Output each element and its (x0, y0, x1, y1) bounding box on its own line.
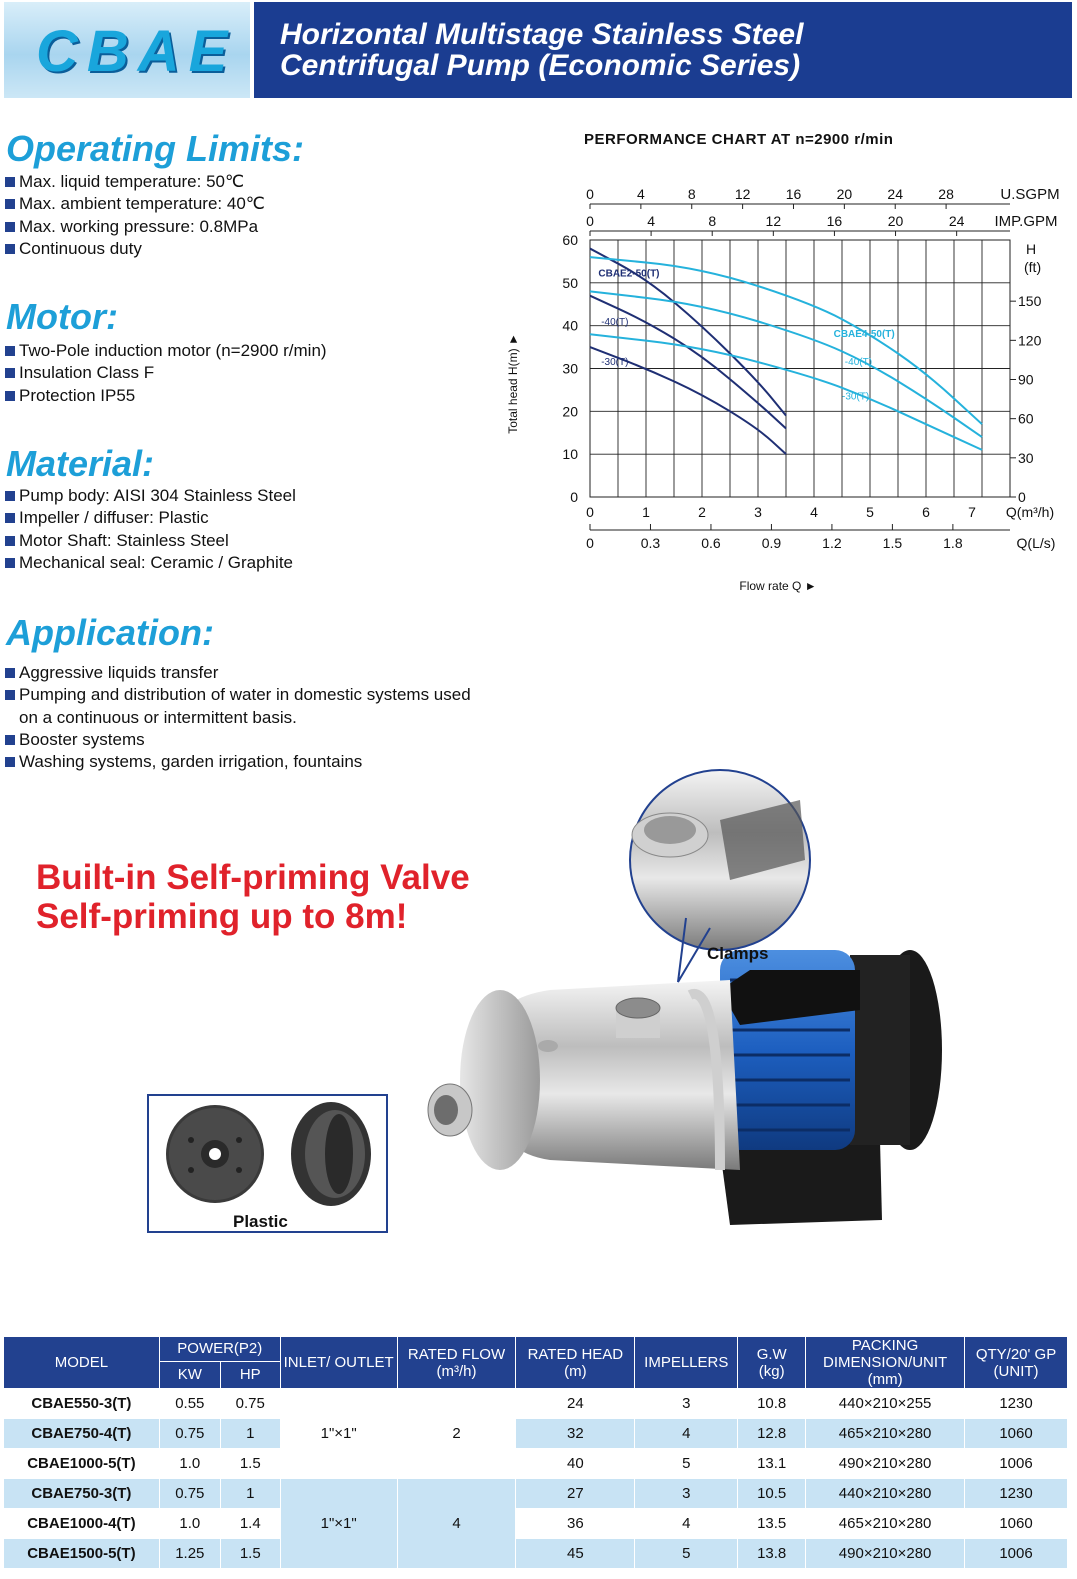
application-heading: Application: (6, 612, 214, 653)
table-row (4, 1539, 1068, 1569)
cell-model: CBAE750-4(T) (4, 1419, 160, 1449)
cell-gw: 13.1 (738, 1449, 806, 1479)
th-rated-flow-text: RATED FLOW (407, 1345, 506, 1363)
cell-hp: 1.5 (220, 1449, 280, 1479)
cell-packing: 490×210×280 (806, 1539, 965, 1569)
list-item: Two-Pole induction motor (n=2900 r/min) (5, 340, 327, 362)
cell-hp: 1 (220, 1419, 280, 1449)
header (4, 2, 1072, 98)
title-banner (254, 2, 1072, 98)
th-qty-text: QTY/20' GP (975, 1345, 1057, 1363)
th-packing-unit: (mm) (867, 1371, 903, 1388)
th-hp: HP (220, 1361, 280, 1388)
list-item: Pumping and distribution of water in domestic systems used (5, 684, 471, 706)
y-tick-label: 50 (562, 274, 578, 291)
list-item: Impeller / diffuser: Plastic (5, 507, 296, 529)
cell-head: 27 (516, 1479, 635, 1509)
ft-tick-label: 120 (1018, 332, 1042, 349)
ls-tick-label: 0.3 (640, 535, 661, 551)
cell-kw: 0.75 (159, 1479, 220, 1509)
list-item: Mechanical seal: Ceramic / Graphite (5, 552, 296, 574)
cell-kw: 0.75 (159, 1419, 220, 1449)
y-tick-label: 30 (562, 360, 578, 377)
list-item: on a continuous or intermittent basis. (19, 707, 297, 727)
cell-impellers: 3 (635, 1389, 738, 1419)
plastic-label: Plastic (233, 1212, 288, 1231)
top-outlet (616, 998, 660, 1018)
usgpm-tick-label: 28 (938, 186, 954, 202)
logo-box (4, 2, 250, 98)
cell-impellers: 5 (635, 1449, 738, 1479)
th-rated-head-unit: (m) (564, 1362, 587, 1380)
chart-labels (598, 268, 894, 402)
impgpm-tick-label: 0 (586, 213, 594, 229)
impgpm-tick-label: 24 (948, 213, 965, 229)
series-label-4: -40(T) (844, 357, 873, 369)
promo-text (36, 858, 470, 936)
cell-head: 45 (516, 1539, 635, 1569)
application-list (5, 662, 471, 773)
cell-impellers: 4 (635, 1419, 738, 1449)
x-tick-label: 0 (586, 504, 594, 520)
y-tick-label: 60 (562, 232, 578, 248)
th-packing-text: PACKING DIMENSION/UNIT (823, 1337, 948, 1371)
cell-qty: 1006 (965, 1449, 1068, 1479)
list-item: Max. working pressure: 0.8MPa (5, 216, 265, 238)
list-item: Continuous duty (5, 238, 265, 260)
ls-unit-label: Q(L/s) (1016, 535, 1056, 551)
clamps-label: Clamps (707, 944, 769, 963)
y-axis-label: Total head H(m) ► (506, 333, 520, 434)
cell-model: CBAE1000-5(T) (4, 1449, 160, 1479)
usgpm-tick-label: 8 (687, 186, 696, 202)
list-item: Aggressive liquids transfer (5, 662, 471, 684)
list-item: Max. ambient temperature: 40℃ (5, 193, 265, 215)
cell-qty: 1060 (965, 1419, 1068, 1449)
cell-kw: 1.0 (159, 1509, 220, 1539)
list-item: Protection IP55 (5, 385, 327, 407)
ft-tick-label: 150 (1018, 293, 1042, 310)
ft-tick-label: 0 (1018, 489, 1026, 505)
x-axis-label: Flow rate Q ► (739, 579, 817, 593)
cell-model: CBAE1500-5(T) (4, 1539, 160, 1569)
y-tick-label: 10 (562, 446, 578, 463)
list-item: Pump body: AISI 304 Stainless Steel (5, 485, 296, 507)
impgpm-tick-label: 20 (887, 213, 904, 229)
operating-limits-heading: Operating Limits: (6, 128, 305, 169)
cell-kw: 1.0 (159, 1449, 220, 1479)
list-item: Washing systems, garden irrigation, fountains (5, 751, 471, 773)
usgpm-tick-label: 4 (636, 186, 645, 202)
ft-unit-label: H (1026, 241, 1037, 257)
th-inlet-outlet (280, 1337, 397, 1389)
cell-model: CBAE1000-4(T) (4, 1509, 160, 1539)
cell-gw: 13.8 (738, 1539, 806, 1569)
chart-axes (506, 186, 1060, 593)
ft-tick-label: 30 (1018, 449, 1034, 466)
cell-model: CBAE750-3(T) (4, 1479, 160, 1509)
ls-tick-label: 1.8 (943, 535, 963, 551)
cell-head: 24 (516, 1389, 635, 1419)
th-power: POWER(P2) (159, 1337, 280, 1362)
impgpm-unit-label: IMP.GPM (994, 213, 1058, 230)
cell-kw: 0.55 (159, 1389, 220, 1419)
series-label-3: CBAE4-50(T) (833, 329, 895, 341)
x-tick-label: 4 (810, 504, 818, 520)
title-line-1: Horizontal Multistage Stainless Steel (280, 18, 804, 51)
plastic-impeller-box (147, 1094, 388, 1233)
table-row (4, 1479, 1068, 1509)
ls-tick-label: 0.6 (701, 535, 721, 551)
cell-gw: 10.5 (738, 1479, 806, 1509)
cell-head: 40 (516, 1449, 635, 1479)
th-gw-unit: (kg) (758, 1362, 785, 1380)
pump-illustration (420, 750, 980, 1260)
cell-impellers: 4 (635, 1509, 738, 1539)
ft-tick-label: 60 (1018, 410, 1034, 427)
cell-qty: 1060 (965, 1509, 1068, 1539)
cell-hp: 0.75 (220, 1389, 280, 1419)
th-gw-text: G.W (756, 1345, 787, 1363)
ft-unit-label: (ft) (1024, 259, 1042, 275)
promo-line-1: Built-in Self-priming Valve (36, 858, 470, 897)
usgpm-tick-label: 0 (586, 186, 594, 202)
cell-impellers: 5 (635, 1539, 738, 1569)
series-label-0: CBAE2-50(T) (598, 268, 660, 280)
cell-inlet: 1"×1" (280, 1389, 397, 1479)
motor-heading: Motor: (6, 296, 118, 337)
th-rated-flow-unit: (m³/h) (436, 1362, 477, 1380)
list-item: Booster systems (5, 729, 471, 751)
th-rated-flow (397, 1337, 516, 1389)
cell-qty: 1230 (965, 1479, 1068, 1509)
x-tick-label: 2 (698, 504, 706, 520)
cell-model: CBAE550-3(T) (4, 1389, 160, 1419)
list-item: Max. liquid temperature: 50℃ (5, 171, 265, 193)
x-tick-label: 7 (968, 504, 976, 520)
th-qty-unit: (UNIT) (993, 1362, 1039, 1380)
material-heading: Material: (6, 443, 155, 484)
cell-gw: 12.8 (738, 1419, 806, 1449)
usgpm-unit-label: U.SGPM (1000, 186, 1060, 203)
performance-chart (500, 175, 1060, 605)
series-label-1: -40(T) (601, 316, 629, 328)
th-gw (738, 1337, 806, 1389)
th-model: MODEL (4, 1337, 160, 1389)
th-rated-head-text: RATED HEAD (527, 1345, 624, 1363)
cell-qty: 1006 (965, 1539, 1068, 1569)
motor-list (5, 340, 327, 407)
spec-table (3, 1336, 1068, 1569)
cell-gw: 13.5 (738, 1509, 806, 1539)
ft-tick-label: 90 (1018, 371, 1034, 388)
th-inlet-outlet-text: INLET/ OUTLET (283, 1354, 394, 1371)
pump-base (720, 1140, 882, 1225)
x-unit-label: Q(m³/h) (1005, 504, 1055, 520)
th-packing (806, 1337, 965, 1389)
ls-tick-label: 0.9 (761, 535, 782, 551)
cell-packing: 465×210×280 (806, 1419, 965, 1449)
usgpm-tick-label: 24 (887, 186, 904, 202)
x-tick-label: 5 (866, 504, 874, 520)
cell-hp: 1.4 (220, 1509, 280, 1539)
title-line-2: Centrifugal Pump (Economic Series) (280, 49, 801, 82)
usgpm-tick-label: 20 (836, 186, 853, 202)
cell-packing: 440×210×280 (806, 1479, 965, 1509)
series-label-5: -30(T) (842, 391, 870, 403)
table-row (4, 1419, 1068, 1449)
table-row (4, 1389, 1068, 1419)
material-list (5, 485, 296, 574)
cell-inlet: 1"×1" (280, 1479, 397, 1569)
x-tick-label: 3 (754, 504, 762, 520)
ls-tick-label: 0 (586, 535, 594, 551)
table-row (4, 1449, 1068, 1479)
usgpm-tick-label: 16 (785, 186, 802, 202)
operating-limits-list (5, 171, 265, 260)
cell-packing: 465×210×280 (806, 1509, 965, 1539)
cell-flow: 4 (397, 1479, 516, 1569)
table-row (4, 1509, 1068, 1539)
cell-packing: 440×210×255 (806, 1389, 965, 1419)
cell-packing: 490×210×280 (806, 1449, 965, 1479)
brand-logo: CBAE (36, 19, 237, 84)
cell-flow: 2 (397, 1389, 516, 1479)
cell-qty: 1230 (965, 1389, 1068, 1419)
cell-gw: 10.8 (738, 1389, 806, 1419)
y-tick-label: 20 (562, 403, 578, 420)
impeller-images (149, 1096, 386, 1208)
th-impellers: IMPELLERS (635, 1337, 738, 1389)
ls-tick-label: 1.5 (882, 535, 903, 551)
cell-head: 32 (516, 1419, 635, 1449)
impgpm-tick-label: 12 (765, 213, 782, 229)
cell-impellers: 3 (635, 1479, 738, 1509)
usgpm-tick-label: 12 (734, 186, 751, 202)
chart-title: PERFORMANCE CHART AT n=2900 r/min (584, 131, 894, 148)
series-label-2: -30(T) (601, 357, 629, 369)
cell-head: 36 (516, 1509, 635, 1539)
ls-tick-label: 1.2 (822, 535, 842, 551)
y-tick-label: 0 (570, 489, 578, 505)
cell-hp: 1.5 (220, 1539, 280, 1569)
impgpm-tick-label: 8 (708, 213, 717, 229)
impgpm-tick-label: 4 (647, 213, 656, 229)
page-title (280, 19, 803, 81)
cell-kw: 1.25 (159, 1539, 220, 1569)
x-tick-label: 1 (642, 504, 650, 520)
list-item: Motor Shaft: Stainless Steel (5, 530, 296, 552)
list-item: Insulation Class F (5, 362, 327, 384)
th-rated-head (516, 1337, 635, 1389)
promo-line-2: Self-priming up to 8m! (36, 897, 408, 936)
y-tick-label: 40 (562, 317, 578, 334)
x-tick-label: 6 (922, 504, 930, 520)
th-qty (965, 1337, 1068, 1389)
cell-hp: 1 (220, 1479, 280, 1509)
th-kw: KW (159, 1361, 220, 1388)
impgpm-tick-label: 16 (826, 213, 843, 229)
